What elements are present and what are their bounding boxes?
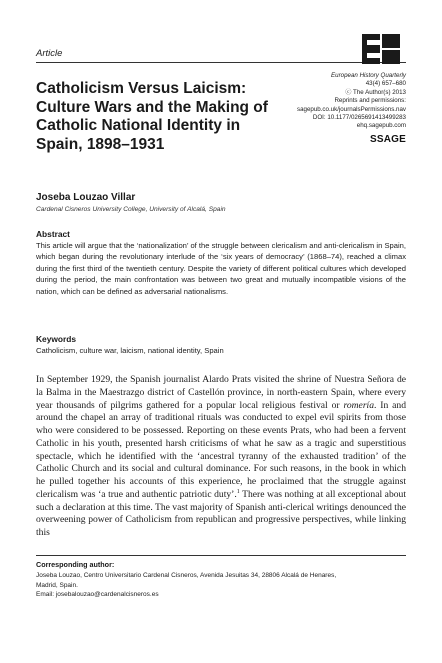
journal-name: European History Quarterly bbox=[331, 72, 406, 79]
abstract-text: This article will argue that the ‘nationalization’ of the struggle between clericalism and anti-clericalism in Spain, which began during the revolutionary interlude of the ‘six years of democracy’ (1868–74), reached a climax during the first third of the twentieth century. Despite the variety of different political cultures which developed during the period, the main confrontation was between two great and mutually incompatible visions of the nation, which can be defined as adversarial nationalisms. bbox=[36, 241, 406, 296]
journal-logo-icon bbox=[362, 34, 400, 64]
corresponding-address-line1: Joseba Louzao, Centro Universitario Cardenal Cisneros, Avenida Jesuitas 34, 28806 Alcalá de Henares, bbox=[36, 572, 337, 579]
keywords-heading: Keywords bbox=[36, 334, 77, 344]
sage-logo: SSAGE bbox=[369, 134, 406, 145]
body-text-part3: There was nothing at all exceptional about such a declaration at this time. The vast majority of Spanish anti-clerical writings denounced the overweening power of Catholicism from republican and progressive perspectives, while linking this bbox=[36, 488, 406, 538]
header-divider bbox=[36, 62, 406, 63]
body-paragraph bbox=[36, 374, 406, 540]
corresponding-email[interactable]: Email: josebalouzao@cardenalcisneros.es bbox=[36, 591, 159, 599]
author-name: Joseba Louzao Villar bbox=[36, 192, 136, 203]
article-type-label: Article bbox=[36, 48, 63, 59]
corresponding-author-details bbox=[36, 571, 408, 600]
body-text-italic: romería bbox=[343, 399, 375, 411]
author-affiliation: Cardenal Cisneros University College, University of Alcalá, Spain bbox=[36, 206, 226, 213]
body-text-part2: . In and around the chapel an array of traditional rituals was conducted to expel evil spirits from those who were considered to be possessed. Reporting on these events Prats, who had been a fervent Catholic in his youth, presented harsh criticisms of what he saw as a tragic and superstitious spectacle, which he identified with the ‘ancestral tyranny of the exhausted tradition’ of the Catholic Church and its social and cultural dominance. For such reasons, in the book in which he pulled together his accounts of this experience, he proclaimed that the struggle against clericalism was ‘a true and authentic patriotic duty’. bbox=[36, 399, 406, 500]
keywords-list: Catholicism, culture war, laicism, national identity, Spain bbox=[36, 346, 224, 355]
journal-doi[interactable]: DOI: 10.1177/0265691413499283 bbox=[312, 114, 406, 122]
journal-copyright: ⓒ The Author(s) 2013 bbox=[345, 88, 406, 96]
journal-reprints: Reprints and permissions: bbox=[334, 97, 406, 105]
footer-divider bbox=[36, 555, 406, 556]
article-title: Catholicism Versus Laicism: Culture Wars and the Making of Catholic National Identity in Spain, 1898–1931 bbox=[36, 80, 268, 153]
journal-permissions-url[interactable]: sagepub.co.uk/journalsPermissions.nav bbox=[296, 105, 406, 113]
footnote-ref[interactable]: 1 bbox=[236, 488, 240, 495]
corresponding-author-heading: Corresponding author: bbox=[36, 560, 115, 569]
body-text-part1: In September 1929, the Spanish journalist Alardo Prats visited the shrine of Nuestra Señora de la Balma in the Maestrazgo district of Castellón province, in north-eastern Spain, where every year thousands of pilgrims gathered for a popular local religious festival or bbox=[36, 374, 406, 411]
abstract-heading: Abstract bbox=[36, 229, 70, 239]
corresponding-address-line2: Madrid, Spain. bbox=[36, 581, 78, 589]
journal-website[interactable]: ehq.sagepub.com bbox=[356, 122, 406, 130]
journal-volume: 43(4) 657–680 bbox=[365, 80, 406, 88]
